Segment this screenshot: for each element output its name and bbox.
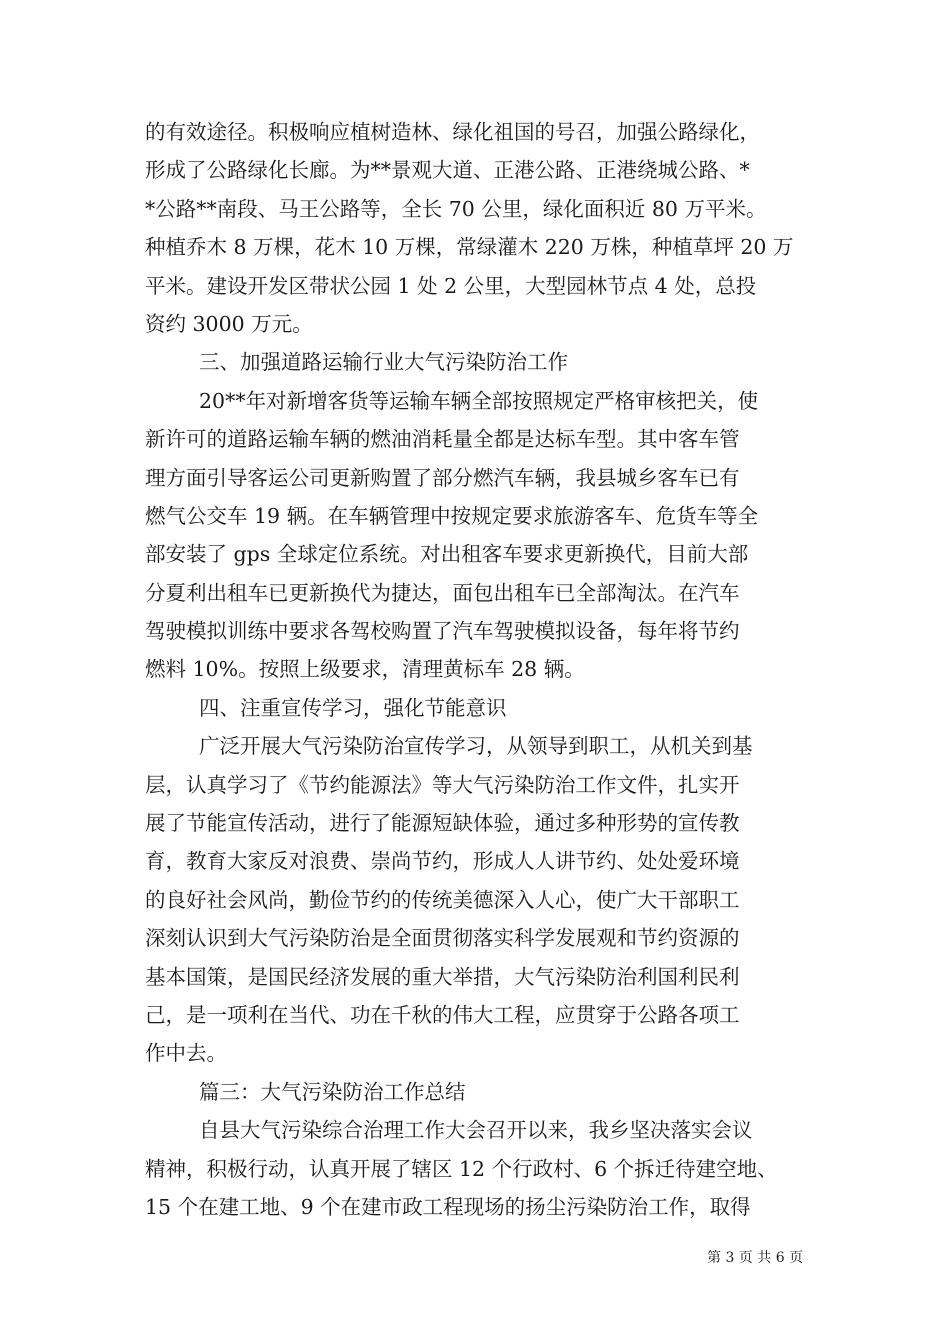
section-heading: 三、加强道路运输行业大气污染防治工作 xyxy=(199,350,568,375)
body-line: 形成了公路绿化长廊。为**景观大道、正港公路、正港绕城公路、* xyxy=(145,158,750,183)
body-line: 燃料 10%。按照上级要求，清理黄标车 28 辆。 xyxy=(145,657,585,682)
body-line: 层，认真学习了《节约能源法》等大气污染防治工作文件，扎实开 xyxy=(145,772,740,797)
body-line: 育，教育大家反对浪费、崇尚节约，形成人人讲节约、处处爱环境 xyxy=(145,849,740,874)
body-line: 的良好社会风尚，勤俭节约的传统美德深入人心，使广大干部职工 xyxy=(145,887,740,912)
paragraph-first-line: 广泛开展大气污染防治宣传学习，从领导到职工，从机关到基 xyxy=(199,734,753,759)
body-line: 作中去。 xyxy=(145,1041,227,1066)
body-line: *公路**南段、马王公路等，全长 70 公里，绿化面积近 80 万平米。 xyxy=(145,196,767,221)
body-line: 燃气公交车 19 辆。在车辆管理中按规定要求旅游客车、危货车等全 xyxy=(145,503,759,528)
document-body xyxy=(145,113,815,1226)
body-line: 基本国策，是国民经济发展的重大举措，大气污染防治利国利民利 xyxy=(145,964,740,989)
body-line: 深刻认识到大气污染防治是全面贯彻落实科学发展观和节约资源的 xyxy=(145,926,740,951)
paragraph-first-line: 20**年对新增客货等运输车辆全部按照规定严格审核把关，使 xyxy=(199,388,759,413)
body-line: 理方面引导客运公司更新购置了部分燃汽车辆，我县城乡客车已有 xyxy=(145,465,740,490)
body-line: 己，是一项利在当代、功在千秋的伟大工程，应贯穿于公路各项工 xyxy=(145,1002,740,1027)
body-line: 展了节能宣传活动，进行了能源短缺体验，通过多种形势的宣传教 xyxy=(145,811,740,836)
paragraph-first-line: 自县大气污染综合治理工作大会召开以来，我乡坚决落实会议 xyxy=(199,1118,753,1143)
body-line: 种植乔木 8 万棵，花木 10 万棵，常绿灌木 220 万株，种植草坪 20 万 xyxy=(145,235,794,260)
body-line: 15 个在建工地、9 个在建市政工程现场的扬尘污染防治工作，取得 xyxy=(145,1194,751,1219)
body-line: 新许可的道路运输车辆的燃油消耗量全都是达标车型。其中客车管 xyxy=(145,427,740,452)
body-line: 部安装了 gps 全球定位系统。对出租客车要求更新换代，目前大部 xyxy=(145,542,749,567)
body-line: 分夏利出租车已更新换代为捷达，面包出租车已全部淘汰。在汽车 xyxy=(145,580,740,605)
body-line: 精神，积极行动，认真开展了辖区 12 个行政村、6 个拆迁待建空地、 xyxy=(145,1156,778,1181)
body-line: 资约 3000 万元。 xyxy=(145,311,313,336)
section-heading: 四、注重宣传学习，强化节能意识 xyxy=(199,695,507,720)
body-line: 平米。建设开发区带状公园 1 处 2 公里，大型园林节点 4 处，总投 xyxy=(145,273,757,298)
body-line: 驾驶模拟训练中要求各驾校购置了汽车驾驶模拟设备，每年将节约 xyxy=(145,619,740,644)
body-line: 的有效途径。积极响应植树造林、绿化祖国的号召，加强公路绿化， xyxy=(145,120,760,144)
page-number: 第 3 页 共 6 页 xyxy=(707,1250,804,1266)
section-heading: 篇三：大气污染防治工作总结 xyxy=(199,1079,466,1104)
